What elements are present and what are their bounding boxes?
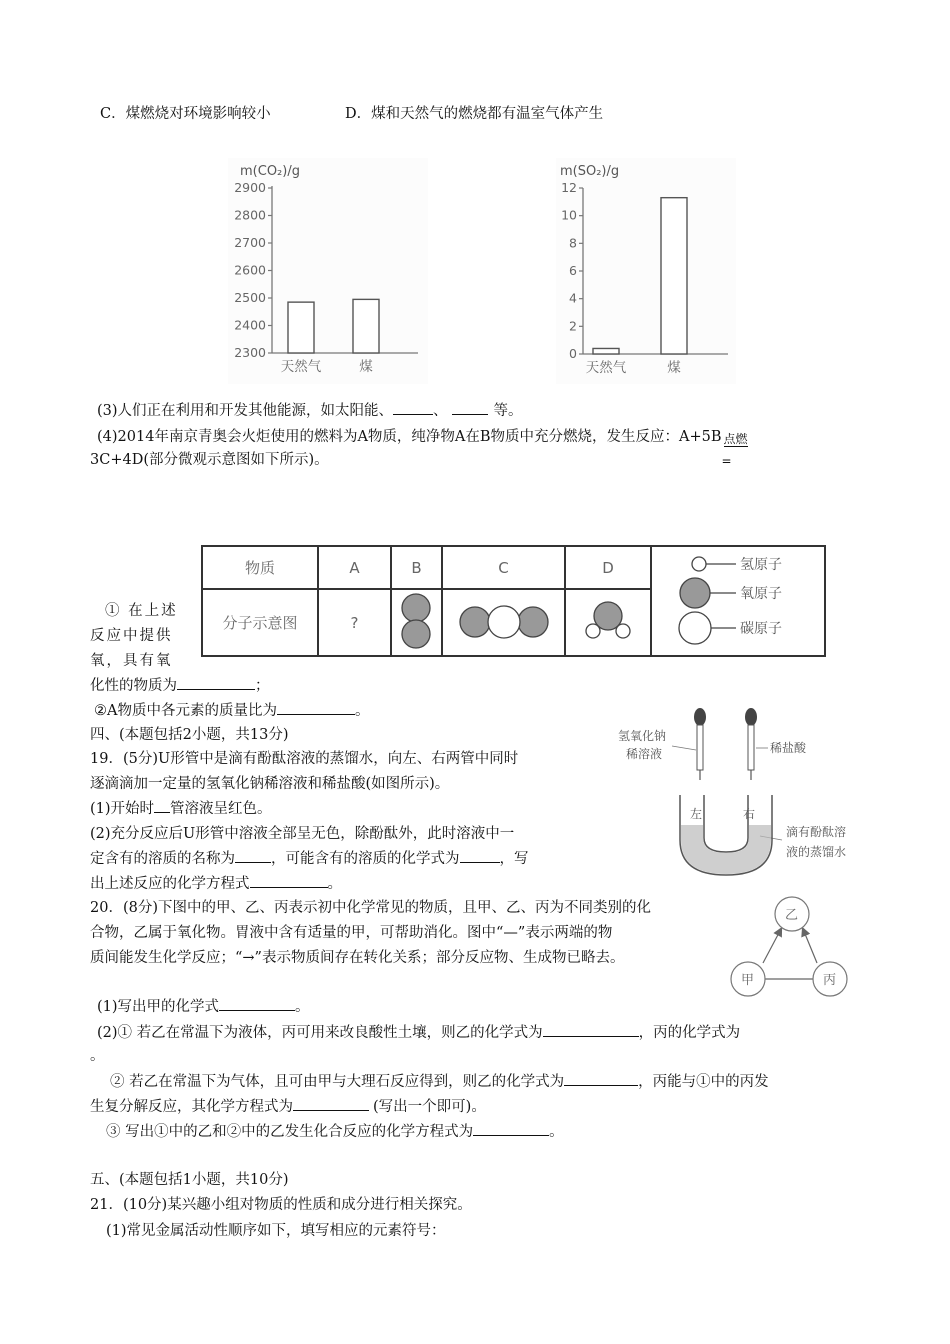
- option-c: C．煤燃烧对环境影响较小: [100, 106, 271, 122]
- header-a: A: [349, 558, 360, 577]
- so2-bar-chart: [556, 158, 736, 384]
- oxygen-atom-icon: [680, 578, 710, 608]
- so2-tick-label: 10: [561, 207, 577, 223]
- answer-blank[interactable]: [293, 1095, 369, 1111]
- co2-tick-label: 2700: [234, 235, 266, 250]
- q19-sub2-line1: (2)充分反应后U形管中溶液全部呈无色，除酚酞外，此时溶液中一: [90, 826, 515, 842]
- legend-hydrogen: 氢原子: [740, 557, 782, 573]
- so2-tick-label: 2: [569, 318, 577, 334]
- answer-blank[interactable]: [393, 399, 433, 415]
- carbon-atom-icon: [679, 612, 711, 644]
- co2-bar-0: [288, 302, 314, 353]
- atom-legend: [652, 547, 824, 655]
- oxygen-atom: [402, 594, 430, 622]
- question-4-line2: 3C+4D(部分微观示意图如下所示)。: [90, 452, 329, 468]
- oxygen-atom: [460, 607, 490, 637]
- so2-ylabel: m(SO₂)/g: [560, 164, 620, 179]
- answer-blank[interactable]: [473, 1120, 549, 1136]
- q20-part3-line2: 生复分解反应，其化学方程式为 (写出一个即可)。: [90, 1095, 486, 1118]
- question-4-line1: (4)2014年南京青奥会火炬使用的燃料为A物质，纯净物A在B物质中充分燃烧，发生反应：A+5B 点燃 =: [97, 429, 748, 468]
- header-c: C: [498, 558, 509, 577]
- co2-bar-chart: [228, 158, 428, 384]
- naoh-label-1: 氢氧化钠: [618, 729, 667, 743]
- q4-1-line4: 化性的物质为 ；: [90, 674, 270, 697]
- hcl-label: 稀盐酸: [770, 741, 807, 755]
- co2-tick-label: 2300: [234, 345, 266, 360]
- legend-carbon: 碳原子: [740, 621, 782, 637]
- q20-part3: ② 若乙在常温下为气体，且可由甲与大理石反应得到，则乙的化学式为 ，丙能与①中的丙发: [110, 1070, 769, 1093]
- molecule-c-co2: [443, 590, 564, 655]
- so2-tick-label: 0: [569, 346, 577, 361]
- q19-sub2-line3: 出上述反应的化学方程式 。: [90, 872, 342, 895]
- hydrogen-atom-icon: [692, 557, 706, 571]
- so2-tick-label: 12: [561, 180, 577, 195]
- answer-blank[interactable]: [235, 847, 271, 863]
- legend-oxygen: 氧原子: [740, 586, 782, 602]
- co2-bar-1: [353, 299, 379, 353]
- reaction-condition: 点燃: [723, 432, 748, 446]
- q4-1-line1: ① 在上述: [105, 603, 178, 619]
- answer-blank[interactable]: [177, 674, 255, 690]
- molecule-d-water: [566, 590, 650, 655]
- q19-sub2-line2: 定含有的溶质的名称为 ，可能含有的溶质的化学式为 ，写: [90, 847, 529, 870]
- answer-blank[interactable]: [564, 1070, 638, 1086]
- hydrogen-atom: [616, 624, 630, 638]
- q20-part4: ③ 写出①中的乙和②中的乙发生化合反应的化学方程式为 。: [106, 1120, 564, 1143]
- co2-category-label: 天然气: [280, 359, 322, 375]
- so2-tick-label: 4: [569, 290, 577, 306]
- q20-line3: 质间能发生化学反应；“→”表示物质间存在转化关系；部分反应物、生成物已略去。: [90, 950, 625, 966]
- molecule-b-oxygen: [392, 590, 441, 655]
- water-label-2: 液的蒸馏水: [786, 845, 847, 859]
- answer-blank[interactable]: [250, 872, 328, 888]
- q4-2: ②A物质中各元素的质量比为 。: [94, 699, 369, 722]
- q20-part2-end: 。: [90, 1048, 105, 1064]
- svg-text:乙: 乙: [785, 908, 799, 923]
- dropper-left-icon: [694, 708, 706, 780]
- relation-diagram: [726, 895, 856, 1005]
- header-d: D: [602, 558, 614, 577]
- answer-blank[interactable]: [154, 797, 170, 813]
- q21-line1: 21．(10分)某兴趣小组对物质的性质和成分进行相关探究。: [90, 1197, 472, 1213]
- q20-line2: 合物，乙属于氧化物。胃液中含有适量的甲，可帮助消化。图中“—”表示两端的物: [90, 925, 613, 941]
- svg-text:丙: 丙: [823, 973, 837, 988]
- answer-blank[interactable]: [219, 995, 295, 1011]
- oxygen-atom: [518, 607, 548, 637]
- section-4-heading: 四、(本题包括2小题，共13分): [90, 727, 289, 743]
- co2-tick-label: 2500: [234, 290, 266, 305]
- so2-category-label: 煤: [667, 360, 681, 376]
- svg-text:甲: 甲: [741, 973, 755, 988]
- co2-ylabel: m(CO₂)/g: [240, 164, 300, 179]
- water-label-1: 滴有酚酞溶: [786, 825, 847, 839]
- q20-line1: 20．(8分)下图中的甲、乙、丙表示初中化学常见的物质，且甲、乙、丙为不同类别的化: [90, 900, 651, 916]
- answer-blank[interactable]: [460, 847, 500, 863]
- header-b: B: [411, 558, 422, 577]
- molecule-a-unknown: ?: [350, 613, 359, 632]
- naoh-label-2: 稀溶液: [626, 747, 663, 761]
- answer-blank[interactable]: [277, 699, 355, 715]
- co2-tick-label: 2400: [234, 317, 266, 333]
- carbon-atom: [488, 606, 520, 638]
- hydrogen-atom: [586, 624, 600, 638]
- co2-tick-label: 2600: [234, 262, 266, 278]
- q4-1-line3: 氧，具有氧: [90, 653, 173, 669]
- q20-part1: (1)写出甲的化学式 。: [97, 995, 310, 1018]
- left-label: 左: [690, 807, 703, 821]
- q4-1-line2: 反应中提供: [90, 628, 173, 644]
- oxygen-atom: [402, 620, 430, 648]
- answer-blank[interactable]: [452, 399, 488, 415]
- so2-tick-label: 6: [569, 263, 577, 278]
- option-d: D．煤和天然气的燃烧都有温室气体产生: [345, 106, 604, 122]
- co2-category-label: 煤: [359, 359, 373, 375]
- answer-blank[interactable]: [543, 1021, 639, 1037]
- co2-tick-label: 2800: [234, 207, 266, 223]
- header-substance: 物质: [244, 559, 275, 577]
- row-label-molecule: 分子示意图: [222, 614, 298, 632]
- q19-line1: 19．(5分)U形管中是滴有酚酞溶液的蒸馏水，向左、右两管中同时: [90, 751, 519, 767]
- so2-bar-0: [593, 348, 619, 354]
- section-5-heading: 五、(本题包括1小题，共10分): [90, 1172, 289, 1188]
- q19-line2: 逐滴滴加一定量的氢氧化钠稀溶液和稀盐酸(如图所示)。: [90, 776, 450, 792]
- molecule-table: [201, 545, 826, 657]
- q20-part2: (2)① 若乙在常温下为液体，丙可用来改良酸性土壤，则乙的化学式为 ，丙的化学式为: [97, 1021, 740, 1044]
- right-label: 右: [743, 807, 756, 821]
- so2-tick-label: 8: [569, 235, 577, 251]
- question-3: (3)人们正在利用和开发其他能源，如太阳能、 、 等。: [97, 399, 523, 422]
- so2-bar-1: [661, 198, 687, 354]
- dropper-right-icon: [745, 708, 757, 780]
- co2-tick-label: 2900: [234, 180, 266, 195]
- q21-line2: (1)常见金属活动性顺序如下，填写相应的元素符号：: [106, 1223, 446, 1239]
- u-tube-figure: [610, 700, 870, 890]
- q19-sub1: (1)开始时 管溶液呈红色。: [90, 797, 272, 820]
- so2-category-label: 天然气: [585, 360, 627, 376]
